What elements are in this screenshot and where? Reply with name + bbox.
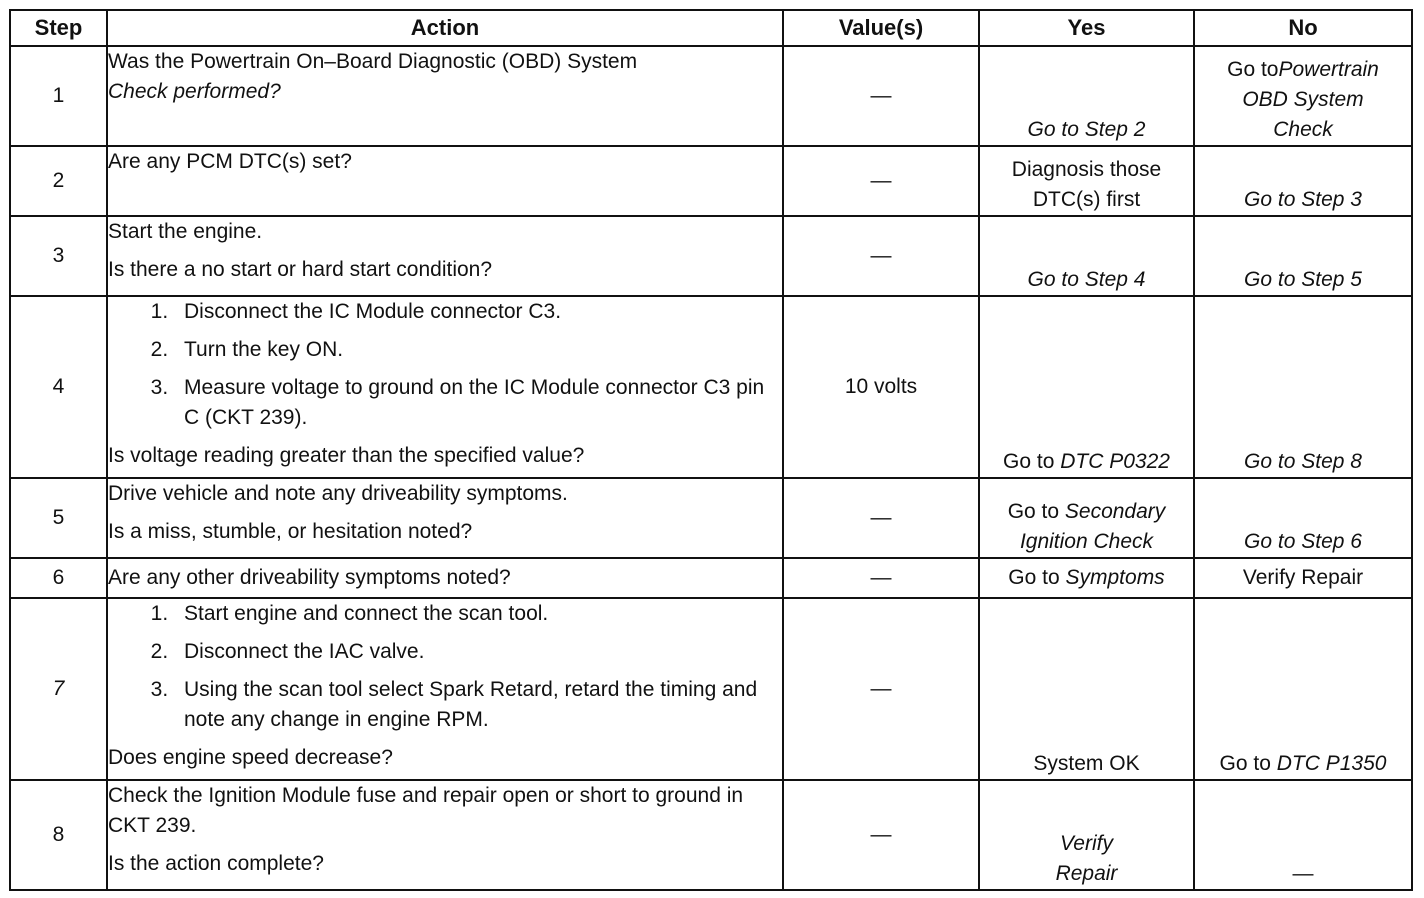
header-action: Action [107, 10, 783, 46]
header-step: Step [10, 10, 107, 46]
value-cell: — [783, 558, 979, 598]
no-cell [1194, 478, 1412, 558]
no-prefix: Go to [1227, 58, 1279, 81]
table-row [10, 598, 1412, 780]
no-cell [1194, 598, 1412, 780]
action-steps-list [108, 599, 782, 735]
table-row [10, 558, 1412, 598]
action-cell [107, 780, 783, 890]
yes-text-line1: Diagnosis those [1011, 158, 1162, 181]
step-number: 6 [10, 558, 107, 598]
yes-prefix: Go to [1007, 500, 1065, 523]
value-cell: — [783, 780, 979, 890]
action-cell [107, 46, 783, 146]
step-number: 8 [10, 780, 107, 890]
no-link[interactable]: Go to Step 5 [1244, 268, 1362, 291]
no-link[interactable]: Powertrain [1278, 58, 1379, 81]
no-link[interactable]: Go to Step 6 [1244, 530, 1362, 553]
step-number: 2 [10, 146, 107, 216]
no-prefix: Go to [1219, 752, 1277, 775]
table-row [10, 46, 1412, 146]
no-link-line3[interactable]: Check [1273, 118, 1333, 141]
action-step-item: 2. Disconnect the IAC valve. [174, 637, 782, 667]
action-cell [107, 478, 783, 558]
action-text: Check the Ignition Module fuse and repair open or short to ground in CKT 239. [108, 784, 744, 837]
action-cell [107, 598, 783, 780]
action-step-item: 3. Using the scan tool select Spark Retard, retard the timing and note any change in engine RPM. [174, 675, 782, 735]
no-cell [1194, 780, 1412, 890]
action-question: Does engine speed decrease? [108, 746, 393, 769]
action-cell [107, 558, 783, 598]
yes-cell [979, 296, 1194, 478]
header-no: No [1194, 10, 1412, 46]
value-cell: — [783, 216, 979, 296]
no-cell [1194, 146, 1412, 216]
header-values: Value(s) [783, 10, 979, 46]
table-row [10, 296, 1412, 478]
value-cell: — [783, 146, 979, 216]
yes-link[interactable]: Secondary [1064, 500, 1166, 523]
yes-cell [979, 216, 1194, 296]
step-number: 3 [10, 216, 107, 296]
action-text-italic: Check performed? [108, 80, 281, 103]
step-number: 1 [10, 46, 107, 146]
value-cell: — [783, 598, 979, 780]
yes-link[interactable]: Verify [1060, 832, 1113, 855]
yes-cell [979, 780, 1194, 890]
yes-link[interactable]: Symptoms [1065, 566, 1165, 589]
table-row [10, 216, 1412, 296]
yes-link-line2[interactable]: Ignition Check [1019, 530, 1154, 553]
yes-cell [979, 146, 1194, 216]
action-text: Start the engine. [108, 220, 263, 243]
step-number: 7 [10, 598, 107, 780]
action-step-item: 3. Measure voltage to ground on the IC Module connector C3 pin C (CKT 239). [174, 373, 782, 433]
value-cell: — [783, 478, 979, 558]
table-row [10, 478, 1412, 558]
action-text: Was the Powertrain On–Board Diagnostic (OBD) System [108, 50, 638, 73]
action-step-item: 1. Start engine and connect the scan tool. [174, 599, 782, 629]
yes-link[interactable]: DTC P0322 [1060, 450, 1170, 473]
action-question: Is the action complete? [108, 852, 324, 875]
no-cell [1194, 216, 1412, 296]
no-cell [1194, 296, 1412, 478]
no-link[interactable]: DTC P1350 [1276, 752, 1387, 775]
action-cell [107, 146, 783, 216]
yes-prefix: Go to [1008, 566, 1066, 589]
action-question: Are any other driveability symptoms noted? [108, 566, 511, 589]
yes-cell [979, 598, 1194, 780]
yes-link[interactable]: Go to Step 2 [1027, 118, 1146, 141]
step-number: 5 [10, 478, 107, 558]
yes-cell [979, 558, 1194, 598]
yes-cell [979, 478, 1194, 558]
no-cell [1194, 558, 1412, 598]
yes-prefix: Go to [1003, 450, 1061, 473]
header-row [10, 10, 1412, 46]
action-steps-list [108, 297, 782, 433]
step-number: 4 [10, 296, 107, 478]
value-cell: — [783, 46, 979, 146]
action-cell [107, 216, 783, 296]
yes-text: System OK [1033, 752, 1140, 775]
yes-link[interactable]: Go to Step 4 [1027, 268, 1146, 291]
no-link[interactable]: Go to Step 3 [1244, 188, 1362, 211]
no-text: — [1292, 862, 1314, 885]
no-text: Verify Repair [1242, 566, 1364, 589]
no-cell [1194, 46, 1412, 146]
action-cell [107, 296, 783, 478]
action-question: Is a miss, stumble, or hesitation noted? [108, 520, 473, 543]
action-question: Are any PCM DTC(s) set? [108, 150, 352, 173]
action-step-item: 1. Disconnect the IC Module connector C3. [174, 297, 782, 327]
action-question: Is there a no start or hard start condition? [108, 258, 493, 281]
table-row [10, 780, 1412, 890]
yes-cell [979, 46, 1194, 146]
no-link[interactable]: Go to Step 8 [1244, 450, 1362, 473]
header-yes: Yes [979, 10, 1194, 46]
action-step-item: 2. Turn the key ON. [174, 335, 782, 365]
action-text: Drive vehicle and note any driveability symptoms. [108, 482, 568, 505]
no-link-line2[interactable]: OBD System [1242, 88, 1364, 111]
diagnostic-table [9, 9, 1413, 891]
yes-link-line2[interactable]: Repair [1055, 862, 1118, 885]
action-question: Is voltage reading greater than the specified value? [108, 444, 585, 467]
value-cell: 10 volts [783, 296, 979, 478]
yes-text-line2: DTC(s) first [1032, 188, 1141, 211]
table-row [10, 146, 1412, 216]
